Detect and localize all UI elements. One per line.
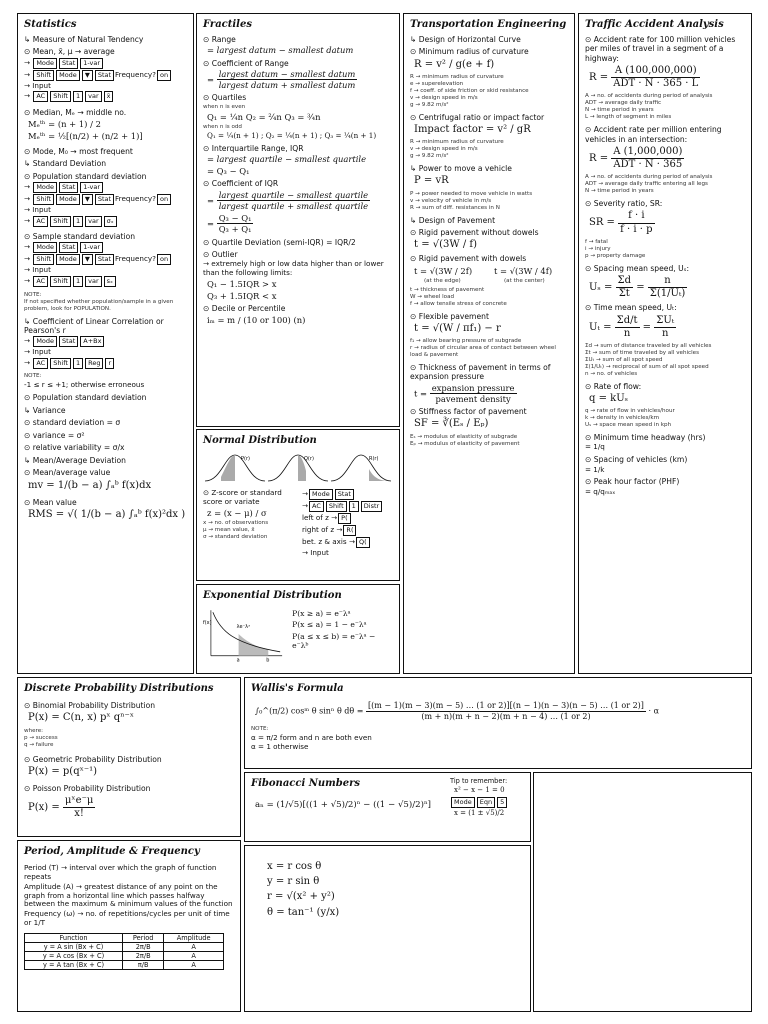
empty-panel: [533, 772, 752, 1012]
decile-eq: iₘ = m / (10 or 100) (n): [207, 314, 306, 325]
traffic-title: Traffic Accident Analysis: [585, 19, 724, 30]
median-eq-1: Mₑᵗʰ = (n + 1) / 2: [28, 118, 101, 129]
table-header: Function Period Amplitude: [25, 933, 224, 942]
rigid-no-dowel-eq: t = √(3W / f): [414, 239, 477, 251]
thickness-eq: t = $\frac{\text{expansion pressure}}{\text{pavement density}}$: [414, 382, 515, 404]
mean-value-eq: mv = 1/(b − a) ∫ₐᵇ f(x)dx: [28, 479, 152, 491]
variance-heading: Variance: [32, 406, 66, 416]
svg-text:f(x): f(x): [203, 620, 212, 627]
impact-factor-eq: Impact factor = v² / gR: [414, 124, 531, 136]
curve-p: [205, 455, 265, 481]
curve-r: [331, 455, 391, 481]
transportation-panel: Transportation Engineering ↳ Design of Horizontal Curve ⊙ Minimum radius of curvature R = v² / g(e + f) R → minimum radius of curvature e → superelevation f → coeff. of side friction or skid resistance v → design speed in m/s g → 9.82 m/s² ⊙ Centrifugal ratio or impact factor Impact factor = v² / gR R → minimum radius of curvature v → design speed in m/s g → 9.82 m/s² ↳ Power to move a vehicle P = vR P → power needed to move vehicle in watts v → velocity of vehicle in m/s R → sum of diff. resistances in N ↳ Design of Pavement ⊙ Rigid pavement without dowels t = √(3W / f) ⊙ Rigid pavement with dowels t = √(3W / 2f) (at the edge) t = √(3W / 4f) (at the center) t → thickness of pavement W → wheel load f → allow tensile stress of concrete ⊙ Flexible pavement t = √(W / πf₁) − r f₁ → allow bearing pressure of subgrade r → radius of circular area of contact between wheel load & pavement ⊙ Thickness of pavement in terms of expansion pressure t = $\frac{\text{expansion pressure}}{\text{pavement density}}$ ⊙ Stiffness factor of pavement SF = ∛(Eₛ / Eₚ) Eₛ → modulus of elasticity of subgrade Eₚ → modulus of elasticity of pavement: [403, 13, 575, 674]
svg-text:R(r): R(r): [369, 456, 379, 463]
calc-steps-5: → AC Shift 1 var sₓ: [24, 276, 187, 287]
statistics-panel: Statistics ↳ Measure of Natural Tendency ⊙ Mean, x̄, μ → average → Mode Stat 1-var → Shift Mode ▼ Stat Frequency? on → Input → AC Shift 1 var x̄ ⊙ Median, Mₑ → middle no. Mₑᵗʰ = (n + 1) / 2 Mₑᵗʰ = ½[(n/2) + (n/2 + 1)] ⊙ Mode, M₀ → most frequent ↳ Standard Deviation ⊙ Population standard deviation → Mode Stat 1-var → Shift Mode ▼ Stat Frequency? on → Input → AC Shift 1 var σₓ ⊙ Sample standard deviation → Mode Stat 1-var → Shift Mode ▼ Stat Frequency? on → Input → AC Shift 1 var sₓ NOTE: If not specified whether population/sample in a given problem, look for POPULATION. ↳ Coefficient of Linear Correlation or Pearson's r → Mode Stat A+Bx → Input → AC Shift 1 Reg r NOTE: -1 ≤ r ≤ +1; otherwise erroneous ⊙ Population standard deviation ↳ Variance ⊙ standard deviation = σ ⊙ variance = σ² ⊙ relative variability = σ/x ↳ Mean/Average Deviation ⊙ Mean/average value mv = 1/(b − a) ∫ₐᵇ f(x)dx ⊙ Mean value RMS = √( 1/(b − a) ∫ₐᵇ f(x)²dx ): [17, 13, 194, 674]
polar-theta-eq: θ = tan⁻¹ (y/x): [267, 906, 340, 918]
discrete-probability-panel: Discrete Probability Distributions ⊙ Binomial Probability Distribution P(x) = C(n, x) pˣ qⁿ⁻ˣ where: p → success q → failure ⊙ Geometric Probability Distribution P(x) = p(qˣ⁻¹) ⊙ Poisson Probability Distribution P(x) = $\frac{\text{μˣe⁻μ}}{x!}$: [17, 677, 241, 837]
flexible-pavement-eq: t = √(W / πf₁) − r: [414, 322, 501, 334]
time-mean-speed-eq: Uₜ = $\frac{\Sigma d/t}{n}$ = $\frac{\text{ΣUₜ}}{n}$: [589, 314, 675, 339]
pop-std-label: Population standard deviation: [32, 171, 147, 181]
calc-steps-6: → Mode Stat A+Bx: [24, 336, 187, 347]
severity-ratio-eq: SR = $\frac{f \cdot i}{f \cdot i \cdot p}$: [589, 210, 653, 235]
normal-title: Normal Distribution: [203, 435, 317, 446]
population-note: If not specified whether population/sample in a given problem, look for POPULATION.: [24, 298, 174, 312]
poisson-eq: P(x) = $\frac{\text{μˣe⁻μ}}{x!}$: [28, 795, 94, 820]
calc-steps-3: → AC Shift 1 var x̄: [24, 91, 187, 102]
curve-q: [268, 455, 328, 481]
binomial-eq: P(x) = C(n, x) pˣ qⁿ⁻ˣ: [28, 712, 135, 724]
sample-std-label: Sample standard deviation: [32, 231, 136, 241]
svg-text:λe⁻λˣ: λe⁻λˣ: [236, 624, 251, 631]
flow-eq: q = kUₛ: [589, 393, 628, 405]
wallis-eq: ∫₀^(π/2) cosᵐ θ sinⁿ θ dθ = [(m − 1)(m − 3)(m − 5) … (1 or 2)][(n − 1)(n − 3)(n − 5) … (1 or 2)] (m + n)(m + n − 2)(m + n − 4) … (1 or 2) · α: [255, 701, 659, 721]
polar-r-eq: r = √(x² + y²): [267, 891, 335, 903]
wallis-title: Wallis's Formula: [251, 683, 344, 694]
mean-label: Mean, x̄, μ → average: [32, 47, 115, 57]
calc-steps-4: → AC Shift 1 var σₓ: [24, 216, 187, 227]
svg-text:a: a: [236, 657, 240, 663]
coef-range-eq: = $\frac{\text{largest datum − smallest datum}}{\text{largest datum + smallest datum}}$: [207, 68, 356, 91]
normal-distribution-panel: Normal Distribution P(r) Q(r) R(r) ⊙ Z-score or standard score or variate z = (x − μ) / σ x → no. of observations μ → mean value, x̄ σ → standard deviation → Mode Stat → AC Shift 1 Distr left of z → P( right of z → R( bet. z & axis → Q( → Input: [196, 429, 400, 581]
polar-y-eq: y = r sin θ: [267, 876, 320, 888]
period-amplitude-panel: Period, Amplitude & Frequency Period (T) → interval over which the graph of function repeats Amplitude (A) → greatest distance of any point on the graph from a horizontal line which passes halfway between the maximum & minimum values of the function Frequency (ω) → no. of repetitions/cycles per unit of time or 1/T Function Period Amplitude y = A sin (Bx + C) 2π/B A y = A cos (Bx + C) 2π/B A y = A tan (Bx + C) π/B A: [17, 840, 241, 1012]
rms-eq: RMS = √( 1/(b − a) ∫ₐᵇ f(x)²dx ): [28, 508, 186, 520]
fibonacci-title: Fibonacci Numbers: [251, 778, 361, 789]
mean-deviation-heading: Mean/Average Deviation: [32, 456, 126, 466]
z-score-eq: z = (x − μ) / σ: [207, 507, 267, 518]
traffic-accident-panel: Traffic Accident Analysis ⊙ Accident rate for 100 million vehicles per miles of travel in a segment of a highway: R = $\frac{A (100,000,000)}{\text{ADT · N · 365 · L}}$ A → no. of accidents during period of analysis ADT → average daily traffic N → time period in years L → length of segment in miles ⊙ Accident rate per million entering vehicles in an intersection: R = $\frac{A (1,000,000)}{\text{ADT · N · 365}}$ A → no. of accidents during period of analysis ADT → average daily traffic entering all legs N → time period in years ⊙ Severity ratio, SR: SR = $\frac{f \cdot i}{f \cdot i \cdot p}$ f → fatal i → injury p → property damage ⊙ Spacing mean speed, Uₛ: Uₛ = $\frac{\Sigma d}{\Sigma t}$ = $\frac{n}{\text{Σ(1/Uₜ)}}$ ⊙ Time mean speed, Uₜ: Uₜ = $\frac{\Sigma d/t}{n}$ = $\frac{\text{ΣUₜ}}{n}$ Σd → sum of distance traveled by all vehicles Σt → sum of time traveled by all vehicles ΣUₜ → sum of all spot speed Σ(1/Uₜ) → reciprocal of sum of all spot speed n → no. of vehicles ⊙ Rate of flow: q = kUₛ q → rate of flow in vehicles/hour k → density in vehicles/km Uₛ → space mean speed in kph ⊙ Minimum time headway (hrs) = 1/q ⊙ Spacing of vehicles (km) = 1/k ⊙ Peak hour factor (PHF) = q/qₘₐₓ: [578, 13, 752, 674]
power-eq: P = vR: [414, 175, 449, 187]
discrete-title: Discrete Probability Distributions: [24, 683, 214, 694]
std-dev-heading: Standard Deviation: [32, 159, 107, 169]
table-row: y = A tan (Bx + C) π/B A: [25, 960, 224, 969]
median-label: Median, Mₑ → middle no.: [32, 108, 127, 118]
median-eq-2: Mₑᵗʰ = ½[(n/2) + (n/2 + 1)]: [28, 130, 143, 141]
radius-eq: R = v² / g(e + f): [414, 58, 495, 70]
stiffness-eq: SF = ∛(Eₛ / Eₚ): [414, 418, 489, 430]
trig-table: [24, 933, 224, 970]
mode-label: Mode, M₀ → most frequent: [32, 147, 133, 157]
calc-steps-1: → Mode Stat 1-var: [24, 58, 187, 69]
fractiles-title: Fractiles: [203, 19, 252, 30]
fractiles-panel: Fractiles ⊙ Range = largest datum − smallest datum ⊙ Coefficient of Range = $\frac{\text{largest datum − smallest datum}}{\text{largest datum + smallest datum}}$ ⊙ Quartiles when n is even Q₁ = ¼n Q₂ = ²⁄₄n Q₃ = ¾n when n is odd Q₁ = ¼(n + 1) ; Q₂ = ¼(n + 1) ; Q₃ = ¼(n + 1) ⊙ Interquartile Range, IQR = largest quartile − smallest quartile = Q₃ − Q₁ ⊙ Coefficient of IQR = $\frac{\text{largest quartile − smallest quartile}}{\text{largest quartile + smallest quartile}}$ = $\frac{\text{Q₃ − Q₁}}{\text{Q₃ + Q₁}}$ ⊙ Quartile Deviation (semi-IQR) = IQR/2 ⊙ Outlier → extremely high or low data higher than or lower than the following limits: Q₁ − 1.5IQR > x Q₃ + 1.5IQR < x ⊙ Decile or Percentile iₘ = m / (10 or 100) (n): [196, 13, 400, 427]
calc-steps-7: → AC Shift 1 Reg r: [24, 358, 187, 369]
svg-text:P(r): P(r): [241, 456, 250, 463]
correlation-label: Coefficient of Linear Correlation or Pearson's r: [24, 316, 164, 335]
accident-rate-eq-1: R = $\frac{A (100,000,000)}{\text{ADT · N · 365 · L}}$: [589, 64, 699, 90]
quartile-even-eq: Q₁ = ¼n Q₂ = ²⁄₄n Q₃ = ¾n: [207, 111, 321, 122]
polar-panel: [244, 845, 531, 1012]
exponential-title: Exponential Distribution: [203, 590, 342, 601]
transportation-title: Transportation Engineering: [410, 19, 567, 30]
exponential-distribution-panel: Exponential Distribution f(x) λe⁻λˣ a b P(x ≥ a) = e⁻λᵃ P(x ≤ a) = 1 − e⁻λᵃ P(a ≤ x ≤ b) = e⁻λᵃ − e⁻λᵇ: [196, 584, 400, 674]
calc-steps-2: → Shift Mode ▼ Stat Frequency? on: [24, 70, 187, 81]
quartile-odd-eq: Q₁ = ¼(n + 1) ; Q₂ = ¼(n + 1) ; Q₃ = ¼(n + 1): [207, 130, 377, 140]
geometric-eq: P(x) = p(qˣ⁻¹): [28, 765, 98, 777]
wallis-panel: Wallis's Formula ∫₀^(π/2) cosᵐ θ sinⁿ θ dθ = [(m − 1)(m − 3)(m − 5) … (1 or 2)][(n − 1)(n − 3)(n − 5) … (1 or 2)] (m + n)(m + n − 2)(m + n − 4) … (1 or 2) · α NOTE: α = π/2 form and n are both even α = 1 otherwise: [244, 677, 752, 769]
normal-curves-figure: [203, 451, 393, 485]
measure-central-label: Measure of Natural Tendency: [32, 35, 144, 45]
correlation-range: -1 ≤ r ≤ +1; otherwise erroneous: [24, 380, 145, 389]
space-mean-speed-eq: Uₛ = $\frac{\Sigma d}{\Sigma t}$ = $\frac{n}{\text{Σ(1/Uₜ)}}$: [589, 274, 686, 300]
accident-rate-eq-2: R = $\frac{A (1,000,000)}{\text{ADT · N · 365}}$: [589, 145, 683, 170]
svg-text:Q(r): Q(r): [304, 456, 314, 463]
statistics-title: Statistics: [24, 19, 77, 30]
fibonacci-eq: aₙ = (1/√5)[((1 + √5)/2)ⁿ − ((1 − √5)/2)ⁿ]: [255, 800, 432, 811]
period-title: Period, Amplitude & Frequency: [24, 846, 200, 857]
fibonacci-panel: Fibonacci Numbers aₙ = (1/√5)[((1 + √5)/2)ⁿ − ((1 − √5)/2)ⁿ] Tip to remember: x² − x − 1 = 0 Mode Eqn 5 x = (1 ± √5)/2: [244, 772, 531, 842]
polar-x-eq: x = r cos θ: [267, 861, 322, 872]
exponential-curve-figure: [203, 606, 284, 662]
svg-text:b: b: [266, 657, 270, 663]
table-row: y = A cos (Bx + C) 2π/B A: [25, 951, 224, 960]
table-row: y = A sin (Bx + C) 2π/B A: [25, 942, 224, 951]
